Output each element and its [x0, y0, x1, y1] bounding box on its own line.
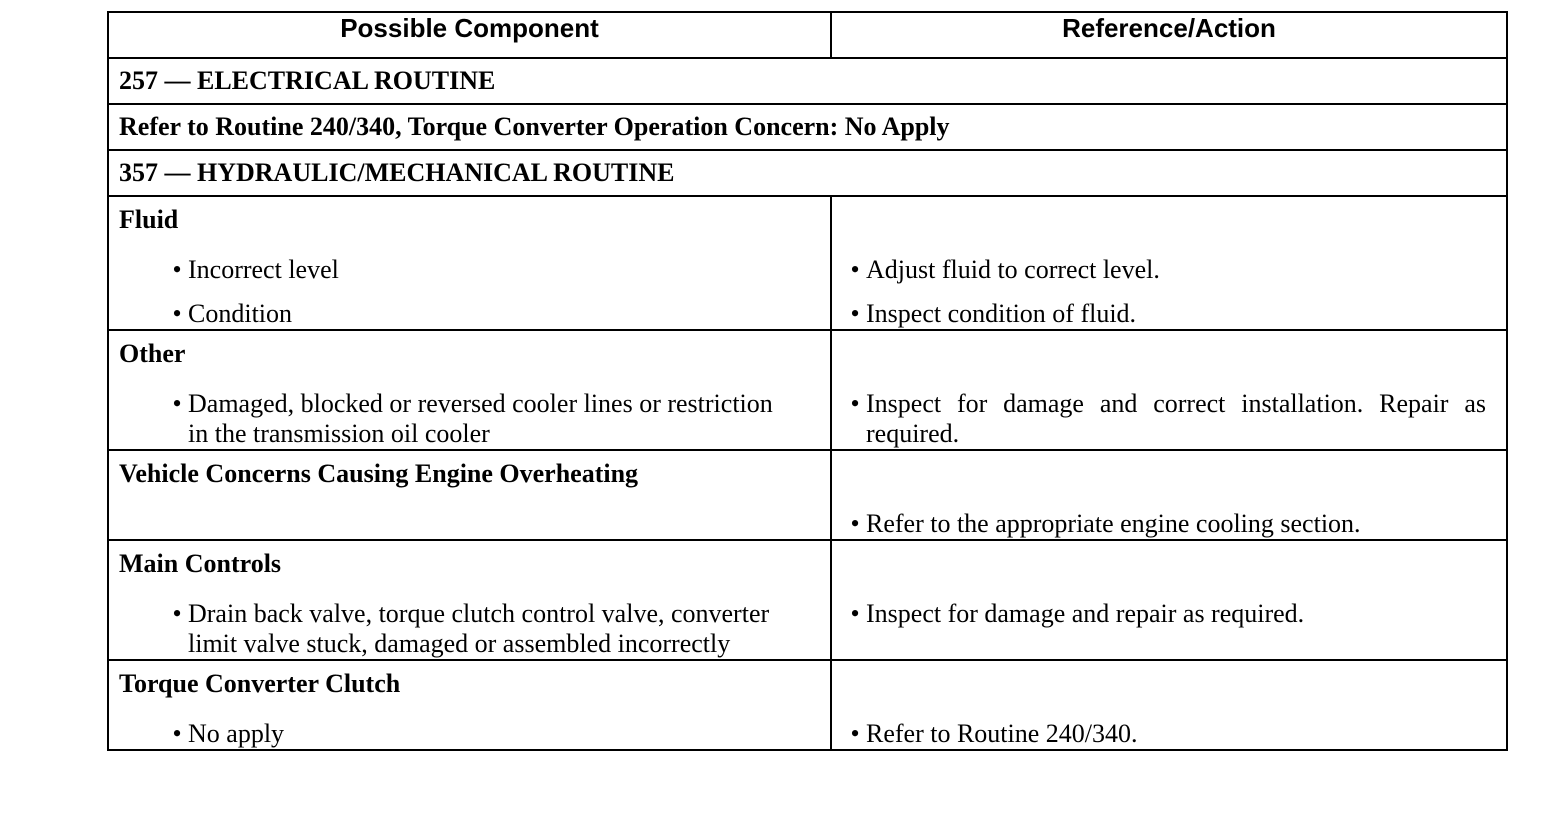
component-text: No apply [188, 719, 285, 748]
list-item [832, 299, 1506, 329]
section-row-main-controls [108, 540, 1507, 660]
band-refer-routine: Refer to Routine 240/340, Torque Converter Operation Concern: No Apply [108, 104, 1507, 150]
section-row-torque-converter-clutch [108, 660, 1507, 750]
list-item [832, 719, 1506, 749]
action-cell [831, 660, 1507, 750]
component-cell [108, 330, 831, 450]
spacer [832, 661, 1506, 705]
section-title-other: Other [119, 339, 186, 368]
bullet-icon: • [850, 255, 860, 284]
header-possible-component: Possible Component [108, 12, 831, 58]
bullet-icon: • [172, 599, 182, 628]
action-cell [831, 540, 1507, 660]
bullet-icon: • [172, 719, 182, 748]
component-text: Incorrect level [188, 255, 339, 284]
component-cell [108, 540, 831, 660]
list-item [832, 599, 1506, 629]
action-text: Refer to the appropriate engine cooling section. [866, 509, 1361, 538]
component-cell [108, 450, 831, 540]
spacer [832, 541, 1506, 585]
list-item [109, 389, 830, 449]
component-text: Drain back valve, torque clutch control valve, converter limit valve stuck, damaged or assembled incorrectly [188, 599, 770, 658]
band-hydraulic-mechanical-routine: 357 — HYDRAULIC/MECHANICAL ROUTINE [108, 150, 1507, 196]
bullet-icon: • [172, 255, 182, 284]
section-row-other [108, 330, 1507, 450]
spacer [832, 331, 1506, 375]
action-text: Refer to Routine 240/340. [866, 719, 1138, 748]
list-item [109, 299, 830, 329]
component-cell [108, 660, 831, 750]
section-title-fluid: Fluid [119, 205, 179, 234]
component-cell [108, 196, 831, 330]
band-row [108, 104, 1507, 150]
section-row-vehicle-concerns [108, 450, 1507, 540]
section-title-main-controls: Main Controls [119, 549, 282, 578]
diagnostic-table [107, 11, 1508, 751]
list-item [109, 599, 830, 659]
bullet-icon: • [850, 719, 860, 748]
table-header-row [108, 12, 1507, 58]
bullet-icon: • [850, 599, 860, 628]
spacer [832, 451, 1506, 495]
bullet-icon: • [850, 299, 860, 328]
spacer [832, 197, 1506, 241]
action-text: Inspect condition of fluid. [866, 299, 1137, 328]
list-item [832, 389, 1506, 449]
bullet-icon: • [172, 299, 182, 328]
band-row [108, 58, 1507, 104]
action-cell [831, 330, 1507, 450]
section-title-vehicle-concerns: Vehicle Concerns Causing Engine Overheating [119, 459, 639, 488]
bullet-icon: • [850, 389, 860, 418]
list-item [109, 255, 830, 285]
section-title-torque-converter-clutch: Torque Converter Clutch [119, 669, 401, 698]
band-row [108, 150, 1507, 196]
component-text: Condition [188, 299, 293, 328]
action-cell [831, 450, 1507, 540]
list-item [109, 719, 830, 749]
list-item [832, 255, 1506, 285]
band-electrical-routine: 257 — ELECTRICAL ROUTINE [108, 58, 1507, 104]
section-row-fluid [108, 196, 1507, 330]
action-cell [831, 196, 1507, 330]
bullet-icon: • [172, 389, 182, 418]
action-text: Adjust fluid to correct level. [866, 255, 1160, 284]
list-item [832, 509, 1506, 539]
action-text: Inspect for damage and repair as required. [866, 599, 1305, 628]
component-text: Damaged, blocked or reversed cooler lines or restriction in the transmission oil cooler [188, 389, 773, 448]
header-reference-action: Reference/Action [831, 12, 1507, 58]
bullet-icon: • [850, 509, 860, 538]
action-text: Inspect for damage and correct installation. Repair as required. [866, 389, 1486, 448]
